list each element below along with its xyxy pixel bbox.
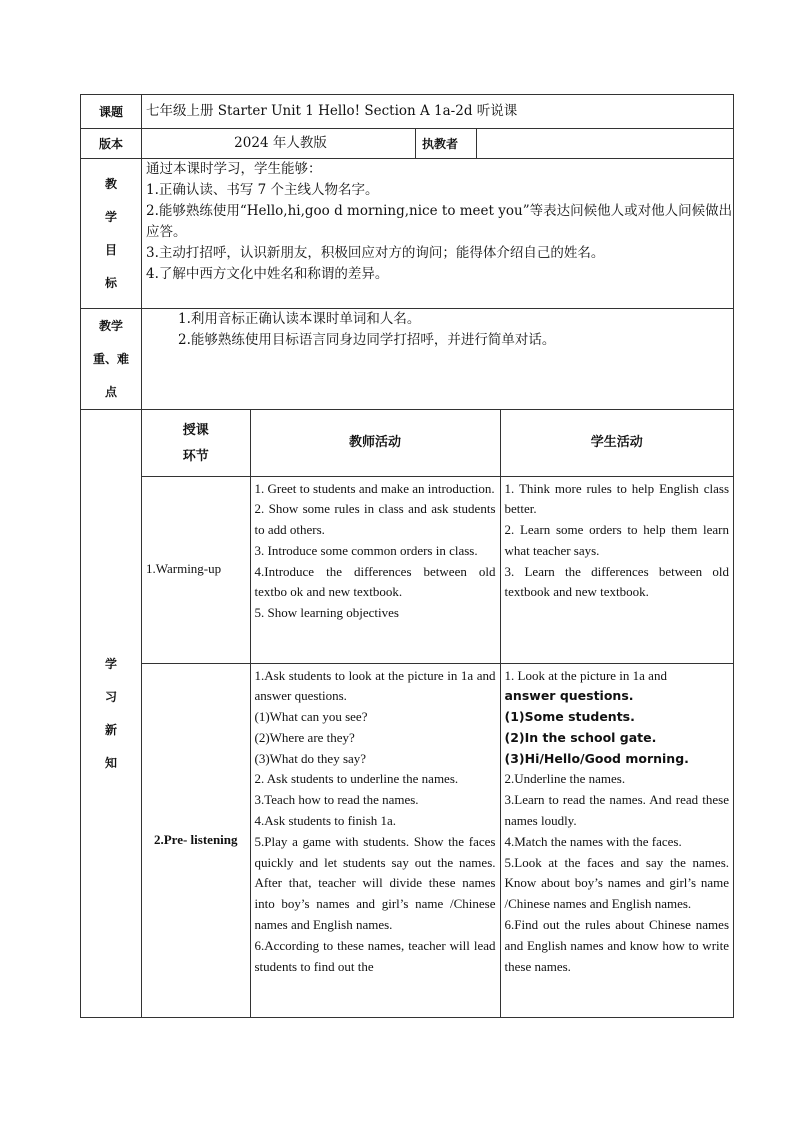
objectives-content [142,159,734,309]
keypoints-label [81,309,142,410]
teacher-activity: 3. Introduce some common orders in class. [254,542,478,558]
learning-label [81,410,142,1018]
topic-label: 课题 [81,95,142,129]
student-activity: 3.Learn to read the names. And read these names loudly. [504,792,730,829]
keypoints-line: 1.利用音标正确认读本课时单词和人名。 [178,311,421,327]
teacher-value [477,129,734,159]
teacher-activity: (2)Where are they? [254,729,355,745]
keypoints-line: 2.能够熟练使用目标语言同身边同学打招呼，并进行简单对话。 [178,332,556,348]
lesson-plan-table [80,94,734,1018]
student-activity-answer: (2)In the school gate. [504,729,657,745]
objectives-line: 4.了解中西方文化中姓名和称谓的差异。 [146,266,389,282]
edition-value: 2024 年人教版 [142,129,416,159]
activities-table [142,410,733,1017]
objectives-line: 3.主动打招呼，认识新朋友，积极回应对方的询问；能得体介绍自己的姓名。 [146,245,605,261]
objectives-line: 2.能够熟练使用“Hello,hi,goo d morning,nice to meet you”等表达问候他人或对他人问候做出应答。 [146,203,733,240]
keypoints-content [142,309,734,410]
teacher-activity: 6.According to these names, teacher will lead students to find out the [254,937,496,974]
teacher-activity: 5.Play a game with students. Show the faces quickly and let students say out the names. After that, teacher will divide these names into boy’s names and girl’s name /Chinese names and English names. [254,833,496,933]
objectives-label-char: 学 [104,209,117,224]
student-activity: 6.Find out the rules about Chinese names and English names and know how to write these names. [504,917,730,974]
teacher-activity: 2. Show some rules in class and ask students to add others. [254,501,496,538]
teacher-activity: 1.Ask students to look at the picture in 1a and answer questions. [254,667,496,704]
stage-header-line: 环节 [182,447,209,463]
student-activity: 1. Think more rules to help English class better. [504,480,730,517]
stage-header-line: 授课 [182,421,209,437]
objectives-line: 通过本课时学习，学生能够： [146,161,322,177]
teacher-activity: 4.Introduce the differences between old textbo ok and new textbook. [254,563,496,600]
student-activity: 2.Underline the names. [504,771,626,787]
student-activity: 5.Look at the faces and say the names. Know about boy’s names and girl’s name /Chinese names and English names. [504,854,730,912]
teacher-column-header: 教师活动 [250,410,500,476]
student-activity-answer: (3)Hi/Hello/Good morning. [504,750,689,766]
topic-value: 七年级上册 Starter Unit 1 Hello! Section A 1a-2d 听说课 [142,95,734,129]
teacher-label: 执教者 [416,129,477,159]
student-activities-pre-listening [500,663,733,1017]
stage-pre-listening: 2.Pre- listening [142,663,250,1017]
learning-label-char: 新 [104,722,117,737]
objectives-label-char: 目 [104,242,117,257]
student-activity: 2. Learn some orders to help them learn what teacher says. [504,522,730,558]
keypoints-label-part: 点 [104,384,117,399]
keypoints-label-part: 重、难 [92,351,129,366]
learning-label-char: 学 [104,656,117,671]
objectives-line: 1.正确认读、书写 7 个主线人物名字。 [146,182,379,198]
teacher-activities-warming-up [250,476,500,663]
learning-label-char: 习 [104,689,117,704]
teacher-activity: (1)What can you see? [254,709,368,725]
student-activity: 1. Look at the picture in 1a and [504,667,667,683]
student-activities-warming-up [500,476,733,663]
objectives-label-char: 标 [104,275,117,290]
objectives-label [81,159,142,309]
student-activity: 3. Learn the differences between old textbook and new textbook. [504,563,730,600]
lesson-plan-document [80,94,733,1018]
student-column-header: 学生活动 [500,410,733,476]
edition-label: 版本 [81,129,142,159]
teacher-activity: (3)What do they say? [254,750,367,766]
student-activity: 4.Match the names with the faces. [504,833,682,849]
teacher-activity: 4.Ask students to finish 1a. [254,813,397,829]
keypoints-label-part: 教学 [98,318,123,333]
student-activity-answer: answer questions. [504,688,634,704]
student-activity-answer: (1)Some students. [504,709,635,725]
stage-warming-up: 1.Warming-up [142,476,250,663]
objectives-label-char: 教 [104,176,117,191]
teacher-activity: 3.Teach how to read the names. [254,792,419,808]
stage-column-header [142,410,250,476]
learning-content [142,410,734,1018]
teacher-activities-pre-listening [250,663,500,1017]
learning-label-char: 知 [104,755,117,770]
teacher-activity: 1. Greet to students and make an introduction. [254,480,495,496]
teacher-activity: 5. Show learning objectives [254,605,399,621]
teacher-activity: 2. Ask students to underline the names. [254,771,459,787]
